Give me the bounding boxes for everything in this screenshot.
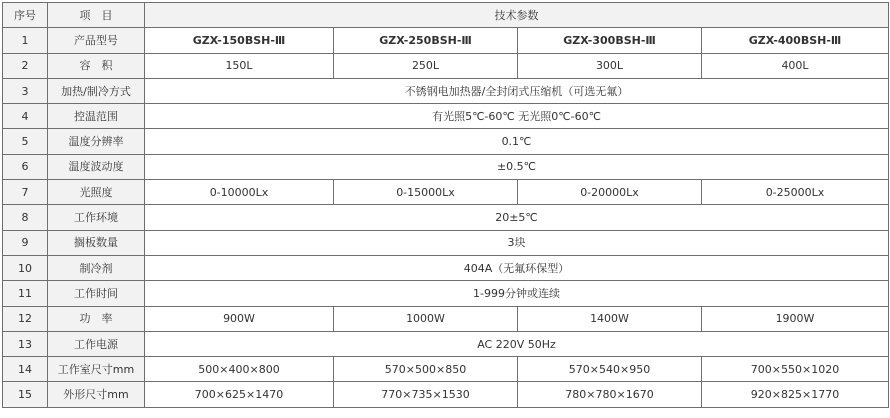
spec-table bbox=[2, 2, 889, 408]
spec-value-cell: 1900W bbox=[702, 306, 889, 331]
spec-value-merged: 1-999分钟或连续 bbox=[145, 281, 889, 306]
row-item: 工作环境 bbox=[48, 205, 145, 230]
row-item: 容 积 bbox=[48, 53, 145, 78]
row-item: 搁板数量 bbox=[48, 230, 145, 255]
table-row bbox=[3, 154, 889, 179]
spec-value-cell: GZX-250BSH-Ⅲ bbox=[334, 28, 518, 53]
spec-value-cell: 570×540×950 bbox=[518, 357, 702, 382]
row-number: 9 bbox=[3, 230, 48, 255]
table-row bbox=[3, 382, 889, 407]
spec-value-cell: 900W bbox=[145, 306, 334, 331]
spec-value-cell: 300L bbox=[518, 53, 702, 78]
table-row bbox=[3, 104, 889, 129]
table-row bbox=[3, 255, 889, 280]
spec-value-cell: 0-10000Lx bbox=[145, 180, 334, 205]
spec-value-merged: 有光照5℃-60℃ 无光照0℃-60℃ bbox=[145, 104, 889, 129]
spec-value-cell: 700×625×1470 bbox=[145, 382, 334, 407]
spec-value-cell: 570×500×850 bbox=[334, 357, 518, 382]
header-row bbox=[3, 3, 889, 28]
spec-value-cell: 1400W bbox=[518, 306, 702, 331]
table-row bbox=[3, 357, 889, 382]
row-number: 7 bbox=[3, 180, 48, 205]
row-item: 功 率 bbox=[48, 306, 145, 331]
header-item: 项 目 bbox=[48, 3, 145, 28]
spec-value-cell: 400L bbox=[702, 53, 889, 78]
row-number: 12 bbox=[3, 306, 48, 331]
spec-value-merged: 20±5℃ bbox=[145, 205, 889, 230]
row-number: 4 bbox=[3, 104, 48, 129]
row-item: 光照度 bbox=[48, 180, 145, 205]
row-number: 6 bbox=[3, 154, 48, 179]
header-no: 序号 bbox=[3, 3, 48, 28]
spec-value-cell: 500×400×800 bbox=[145, 357, 334, 382]
spec-value-cell: GZX-300BSH-Ⅲ bbox=[518, 28, 702, 53]
spec-value-cell: 0-20000Lx bbox=[518, 180, 702, 205]
row-item: 工作时间 bbox=[48, 281, 145, 306]
row-item: 温度分辨率 bbox=[48, 129, 145, 154]
spec-value-merged: AC 220V 50Hz bbox=[145, 331, 889, 356]
spec-value-cell: 250L bbox=[334, 53, 518, 78]
spec-value-cell: 700×550×1020 bbox=[702, 357, 889, 382]
spec-value-cell: 150L bbox=[145, 53, 334, 78]
spec-value-cell: GZX-400BSH-Ⅲ bbox=[702, 28, 889, 53]
row-item: 产品型号 bbox=[48, 28, 145, 53]
spec-value-cell: 0-25000Lx bbox=[702, 180, 889, 205]
row-item: 工作室尺寸mm bbox=[48, 357, 145, 382]
row-item: 控温范围 bbox=[48, 104, 145, 129]
row-number: 13 bbox=[3, 331, 48, 356]
spec-value-cell: 0-15000Lx bbox=[334, 180, 518, 205]
header-spec: 技术参数 bbox=[145, 3, 889, 28]
table-row bbox=[3, 281, 889, 306]
table-row bbox=[3, 28, 889, 53]
spec-value-merged: 0.1℃ bbox=[145, 129, 889, 154]
spec-value-cell: GZX-150BSH-Ⅲ bbox=[145, 28, 334, 53]
table-row bbox=[3, 180, 889, 205]
spec-value-merged: ±0.5℃ bbox=[145, 154, 889, 179]
table-row bbox=[3, 78, 889, 103]
spec-value-cell: 780×780×1670 bbox=[518, 382, 702, 407]
row-item: 制冷剂 bbox=[48, 255, 145, 280]
row-number: 2 bbox=[3, 53, 48, 78]
row-item: 加热/制冷方式 bbox=[48, 78, 145, 103]
row-number: 14 bbox=[3, 357, 48, 382]
row-number: 15 bbox=[3, 382, 48, 407]
table-row bbox=[3, 53, 889, 78]
spec-value-cell: 1000W bbox=[334, 306, 518, 331]
table-row bbox=[3, 306, 889, 331]
spec-value-cell: 770×735×1530 bbox=[334, 382, 518, 407]
row-number: 10 bbox=[3, 255, 48, 280]
spec-value-merged: 404A（无氟环保型） bbox=[145, 255, 889, 280]
row-number: 1 bbox=[3, 28, 48, 53]
row-item: 工作电源 bbox=[48, 331, 145, 356]
row-number: 5 bbox=[3, 129, 48, 154]
table-row bbox=[3, 331, 889, 356]
row-number: 8 bbox=[3, 205, 48, 230]
row-number: 11 bbox=[3, 281, 48, 306]
row-item: 温度波动度 bbox=[48, 154, 145, 179]
table-row bbox=[3, 129, 889, 154]
row-number: 3 bbox=[3, 78, 48, 103]
spec-value-merged: 3块 bbox=[145, 230, 889, 255]
spec-value-merged: 不锈钢电加热器/全封闭式压缩机（可选无氟） bbox=[145, 78, 889, 103]
spec-value-cell: 920×825×1770 bbox=[702, 382, 889, 407]
row-item: 外形尺寸mm bbox=[48, 382, 145, 407]
table-row bbox=[3, 205, 889, 230]
table-row bbox=[3, 230, 889, 255]
